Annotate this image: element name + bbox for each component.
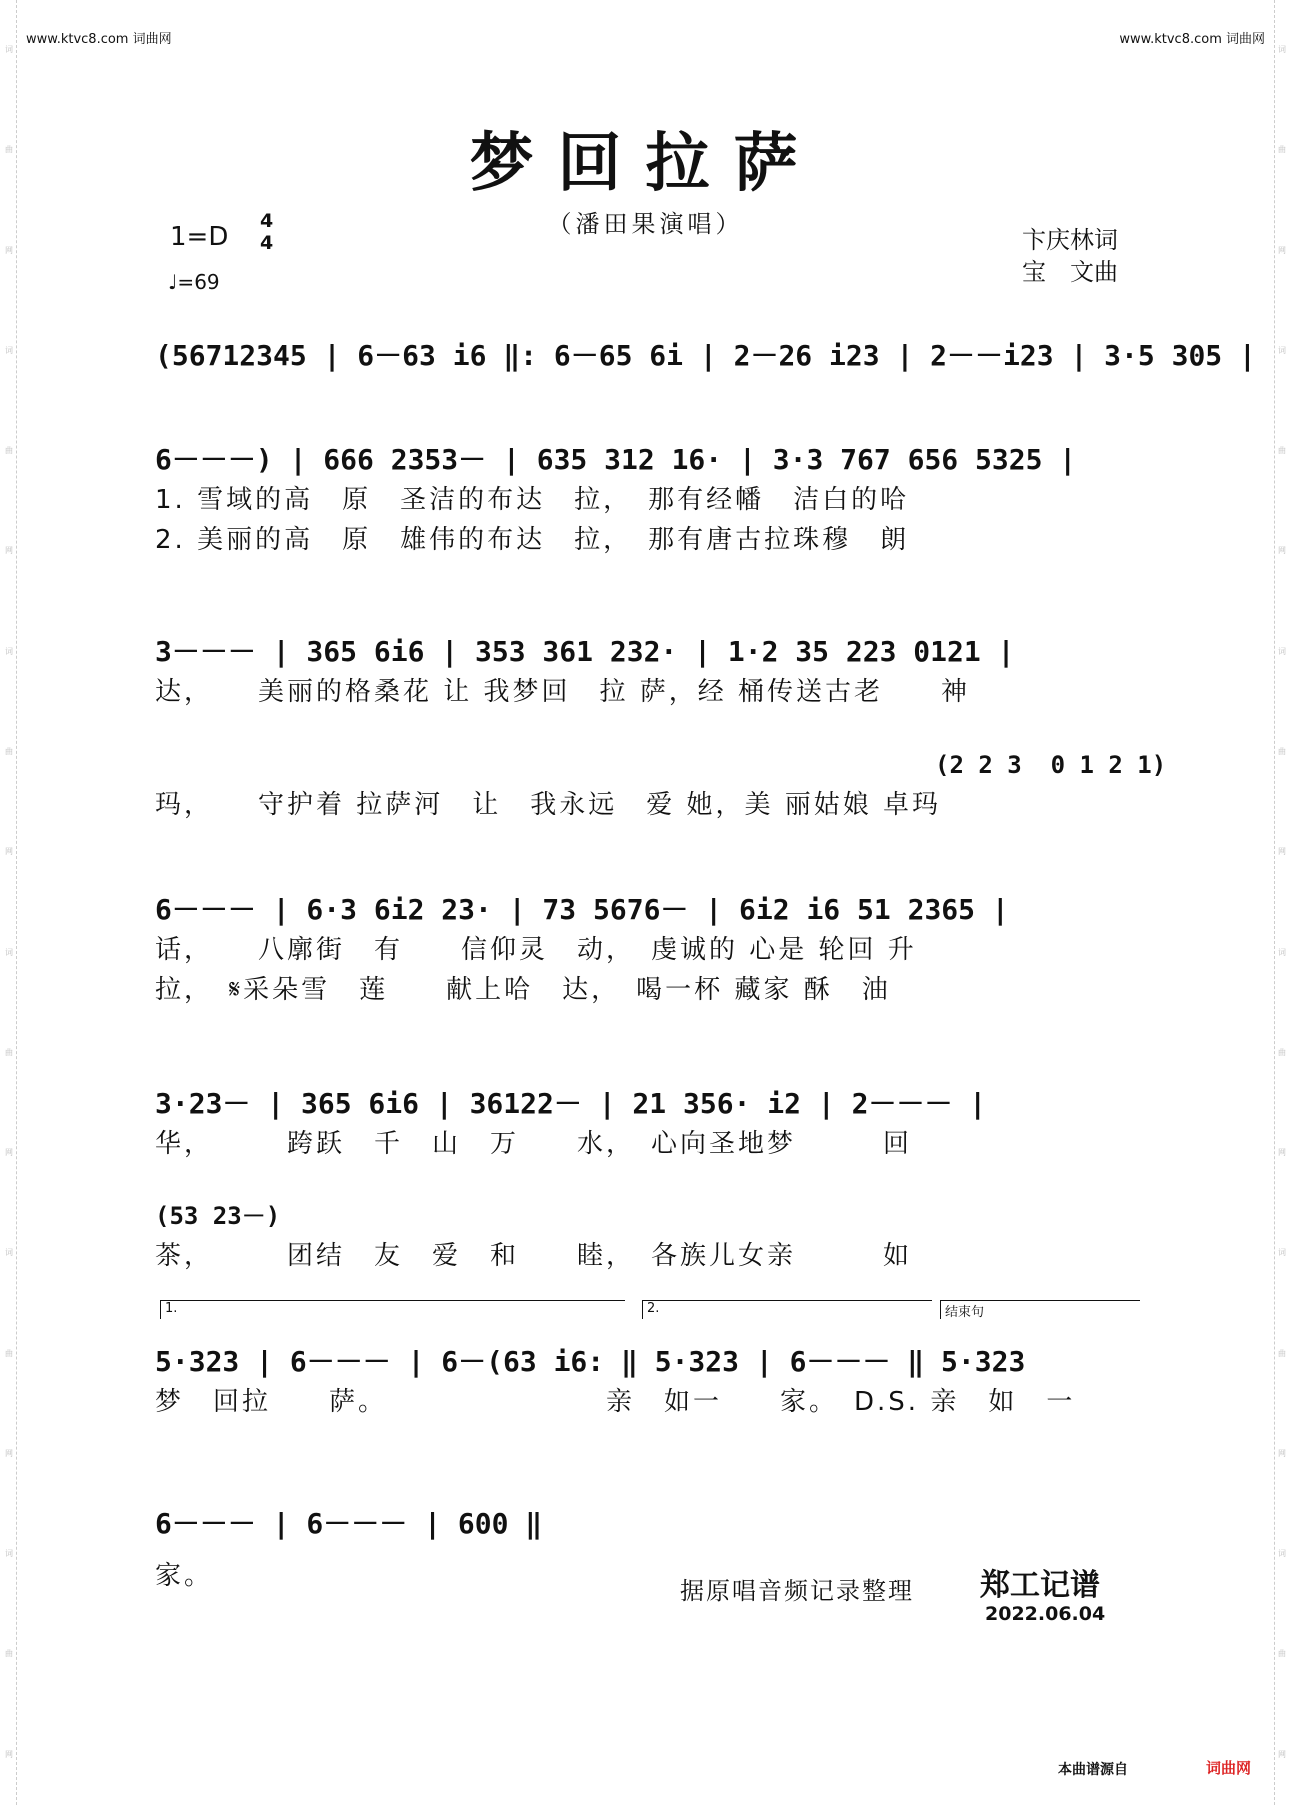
lyricist-credit: 卞庆林词 [1022, 226, 1118, 254]
alt-notation-line: (2 2 3 0 1 2 1) [935, 751, 1167, 779]
first-ending: 1. [160, 1300, 625, 1319]
alt-notation-line: (53 23－) [155, 1202, 281, 1230]
tempo-marking: ♩=69 [168, 270, 220, 294]
score-system-4 [155, 890, 1145, 1010]
score-system-6 [155, 1342, 1145, 1422]
score-system-5-alt [155, 1196, 1145, 1276]
site-url-right[interactable]: www.ktvc8.com 词曲网 [1119, 32, 1265, 47]
time-signature [260, 210, 273, 254]
notation-line: 5·323 | 6－－－ | 6－(63 i6: ‖ 5·323 | 6－－－ ‖ 5·323 [155, 1345, 1026, 1378]
notation-line: 3－－－ | 365 6i6 | 353 361 232· | 1·2 35 223 0121 | [155, 635, 1015, 668]
lyric-verse-2: 拉， 𝄋采朵雪 莲 献上哈 达， 喝一杯 藏家 酥 油 [155, 975, 891, 1005]
notation-line: 6－－－ | 6·3 6i2 23· | 73 5676－ | 6i2 i6 51 2365 | [155, 893, 1009, 926]
key-signature: 1=D [170, 222, 229, 252]
score-system-1 [155, 336, 1256, 376]
notation-line: (56712345 | 6－63 i6 ‖: 6－65 6i | 2－26 i23 | 2－－i23 | 3·5 305 | [155, 339, 1256, 372]
volta-brackets [160, 1300, 1140, 1320]
transcription-date: 2022.06.04 [985, 1603, 1106, 1625]
transcriber-signature: 郑工记谱 [980, 1568, 1100, 1603]
coda-ending: 结束句 [940, 1300, 1140, 1319]
notation-line: 6－－－) | 666 2353－ | 635 312 16· | 3·3 767 656 5325 | [155, 443, 1077, 476]
lyric-verse-1: 梦 回拉 萨。 亲 如一 家。 D.S. 亲 如 一 [155, 1387, 1076, 1417]
score-system-5 [155, 1084, 1145, 1164]
lyric-verse-2: 2. 美丽的高 原 雄伟的布达 拉， 那有唐古拉珠穆 朗 [155, 525, 910, 555]
notation-line: 3·23－ | 365 6i6 | 36122－ | 21 356· i2 | 2－－－ | [155, 1087, 987, 1120]
right-margin-watermark: 词 曲 网 词 曲 网 词 曲 网 词 曲 网 词 曲 网 词 曲 网 [1274, 0, 1289, 1805]
song-title: 梦回拉萨 [469, 126, 822, 201]
lyric-verse-1: 家。 [155, 1561, 214, 1591]
credits [1022, 224, 1118, 288]
source-brand-link[interactable]: 词曲网 [1206, 1759, 1252, 1777]
composer-credit: 宝 文曲 [1022, 258, 1118, 286]
site-url-left[interactable]: www.ktvc8.com 词曲网 [26, 32, 172, 47]
second-ending: 2. [642, 1300, 932, 1319]
lyric-verse-1: 1. 雪域的高 原 圣洁的布达 拉， 那有经幡 洁白的哈 [155, 485, 910, 515]
notation-line: 6－－－ | 6－－－ | 600 ‖ [155, 1507, 543, 1540]
score-system-3-alt [155, 745, 1167, 825]
left-margin-watermark: 词 曲 网 词 曲 网 词 曲 网 词 曲 网 词 曲 网 词 曲 网 [2, 0, 17, 1805]
score-system-3 [155, 632, 1145, 712]
source-label: 本曲谱源自 [1058, 1762, 1128, 1778]
transcription-note: 据原唱音频记录整理 [680, 1577, 914, 1605]
score-system-2 [155, 440, 1145, 560]
time-signature-bottom: 4 [260, 232, 274, 254]
time-signature-top: 4 [260, 210, 274, 232]
singer-credit: （潘田果演唱） [547, 210, 744, 238]
lyric-verse-1: 华， 跨跃 千 山 万 水， 心向圣地梦 回 [155, 1129, 913, 1159]
lyric-verse-2: 玛， 守护着 拉萨河 让 我永远 爱 她，美 丽姑娘 卓玛 [155, 790, 942, 820]
lyric-verse-1: 话， 八廓街 有 信仰灵 动， 虔诚的 心是 轮回 升 [155, 935, 917, 965]
lyric-verse-1: 达， 美丽的格桑花 让 我梦回 拉 萨，经 桶传送古老 神 [155, 677, 971, 707]
lyric-verse-2: 茶， 团结 友 爱 和 睦， 各族儿女亲 如 [155, 1241, 913, 1271]
